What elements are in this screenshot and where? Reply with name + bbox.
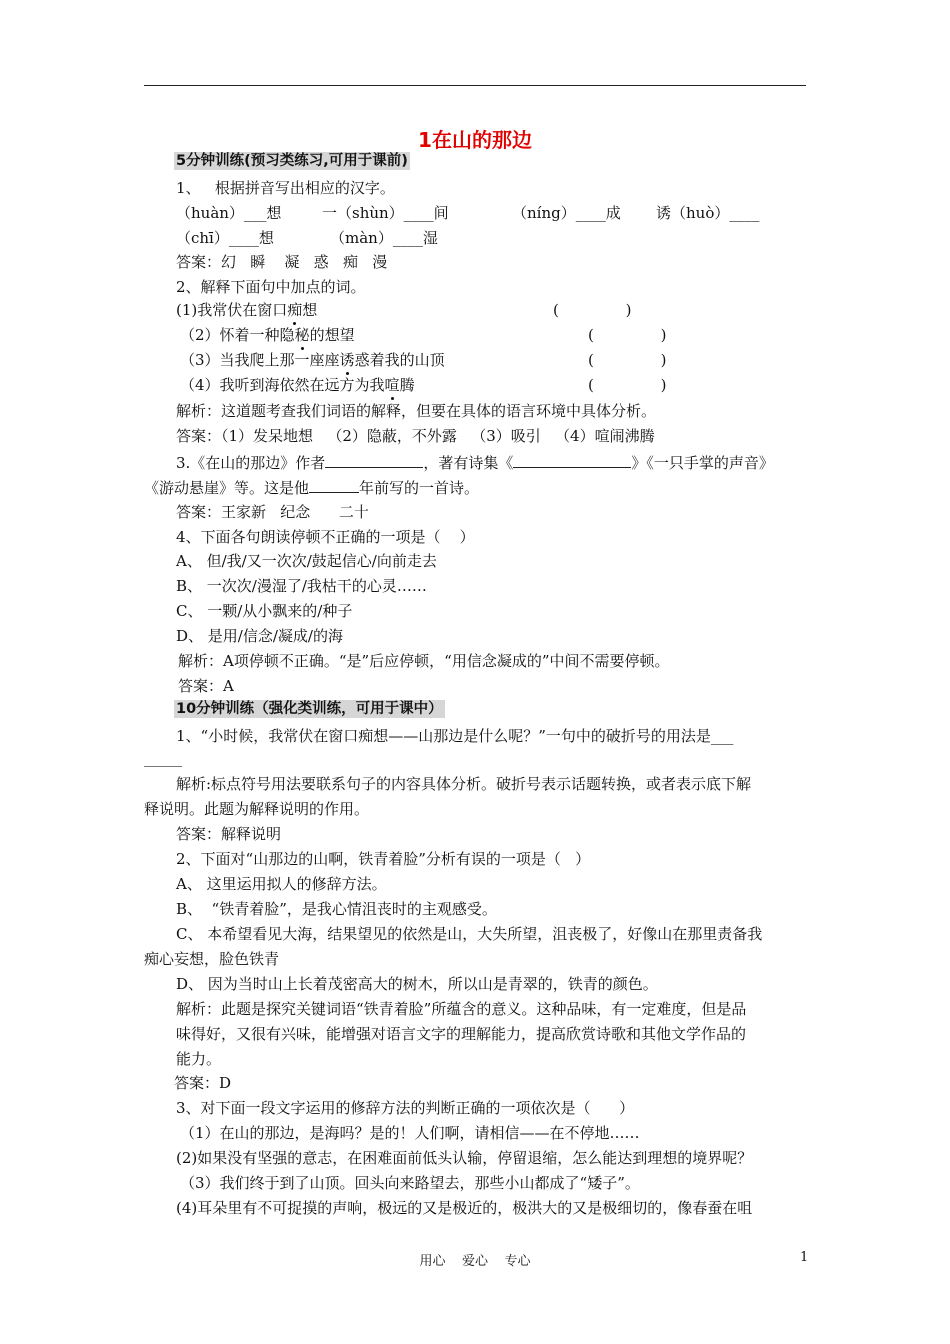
- q6-analysis-2: 味得好，又很有兴味，能增强对语言文字的理解能力，提高欣赏诗歌和其他文学作品的: [176, 1025, 747, 1043]
- question-5: 1、“小时候，我常伏在窗口痴想——山那边是什么呢？”一句中的破折号的用法是___: [176, 727, 734, 745]
- q4-analysis: 解析：A项停顿不正确。“是”后应停顿，“用信念凝成的”中间不需要停顿。: [178, 652, 670, 670]
- q1-pinyin-6: （màn）____湿: [330, 229, 438, 247]
- section-heading-5min: 5分钟训练(预习类练习,可用于课前): [176, 153, 408, 169]
- question-6: 2、下面对“山那边的山啊，铁青着脸”分析有误的一项是（ ）: [176, 850, 591, 868]
- q3-answer: 答案：王家新 纪念 二十: [176, 503, 369, 521]
- q2-blank-3: ( ): [588, 351, 667, 369]
- q5-answer: 答案：解释说明: [176, 825, 282, 843]
- q6-option-b: B、 “铁青着脸”，是我心情沮丧时的主观感受。: [176, 900, 497, 918]
- q4-option-b: B、 一次次/漫湿了/我枯干的心灵……: [176, 577, 427, 595]
- section-heading-10min: 10分钟训练（强化类训练，可用于课中）: [176, 701, 443, 717]
- q1-answer: 答案：幻 瞬 凝 惑 痴 漫: [176, 253, 388, 271]
- q2-blank-2: ( ): [588, 326, 667, 344]
- page-title: 1在山的那边: [418, 128, 532, 152]
- q6-option-c-1: C、 本希望看见大海，结果望见的依然是山，大失所望，沮丧极了，好像山在那里责备我: [176, 925, 763, 943]
- q6-analysis-3: 能力。: [176, 1050, 222, 1068]
- header-rule: [144, 85, 806, 86]
- q1-pinyin-1: （huàn）___想: [176, 204, 282, 222]
- q6-option-d: D、 因为当时山上长着茂密高大的树木，所以山是青翠的，铁青的颜色。: [176, 975, 658, 993]
- q6-option-a: A、 这里运用拟人的修辞方法。: [176, 875, 387, 893]
- q4-answer: 答案：A: [178, 677, 234, 695]
- q7-item-1: （1）在山的那边，是海吗？是的！人们啊，请相信——在不停地……: [180, 1124, 640, 1142]
- q7-item-3: （3）我们终于到了山顶。回头向来路望去，那些小山都成了“矮子”。: [180, 1174, 640, 1192]
- q2-item-4: （4）我听到海依然在远方为我喧腾: [180, 376, 415, 394]
- q5-analysis-1: 解析:标点符号用法要联系句子的内容具体分析。破折号表示话题转换，或者表示底下解: [176, 775, 752, 793]
- q6-analysis-1: 解析：此题是探究关键词语“铁青着脸”所蕴含的意义。这种品味，有一定难度，但是品: [176, 1000, 747, 1018]
- q7-item-4: (4)耳朵里有不可捉摸的声响，极远的又是极近的，极洪大的又是极细切的，像春蚕在咀: [176, 1199, 753, 1217]
- q2-blank-1: ( ): [553, 301, 632, 319]
- q4-option-c: C、 一颗/从小飘来的/种子: [176, 602, 353, 620]
- q1-pinyin-4: 诱（huò）____: [656, 204, 760, 222]
- question-3: 3.《在山的那边》作者 ，著有诗集《 》《一只手掌的声音》: [176, 454, 774, 472]
- q1-pinyin-5: （chī）____想: [176, 229, 274, 247]
- q5-analysis-2: 释说明。此题为解释说明的作用。: [144, 800, 370, 818]
- answer-blank-line: [144, 766, 182, 767]
- q1-pinyin-3: （níng）____成: [512, 204, 621, 222]
- page-number: 1: [800, 1250, 809, 1265]
- q4-option-a: A、 但/我/又一次次/鼓起信心/向前走去: [176, 552, 437, 570]
- q1-pinyin-2: 一（shùn）____间: [322, 204, 449, 222]
- q7-item-2: (2)如果没有坚强的意志，在困难面前低头认输，停留退缩，怎么能达到理想的境界呢？: [176, 1149, 753, 1167]
- question-2: 2、解释下面句中加点的词。: [176, 278, 366, 296]
- q6-option-c-2: 痴心妄想，脸色铁青: [144, 950, 280, 968]
- q2-analysis: 解析：这道题考查我们词语的解释，但要在具体的语言环境中具体分析。: [176, 402, 657, 420]
- question-1: 1、 根据拼音写出相应的汉字。: [176, 179, 395, 197]
- q2-item-3: （3）当我爬上那一座座诱惑着我的山顶: [180, 351, 445, 369]
- question-3-cont: 《游动悬崖》等。这是他 年前写的一首诗。: [144, 479, 480, 497]
- q2-item-1: (1)我常伏在窗口痴想: [176, 301, 318, 319]
- q2-answer: 答案：（1）发呆地想 （2）隐蔽，不外露 （3）吸引 （4）喧闹沸腾: [176, 427, 655, 445]
- q2-blank-4: ( ): [588, 376, 667, 394]
- q4-option-d: D、 是用/信念/凝成/的海: [176, 627, 343, 645]
- q2-item-2: （2）怀着一种隐秘的想望: [180, 326, 355, 344]
- page-footer: 用心 爱心 专心: [419, 1254, 531, 1269]
- question-7: 3、对下面一段文字运用的修辞方法的判断正确的一项依次是（ ）: [176, 1099, 635, 1117]
- question-4: 4、下面各句朗读停顿不正确的一项是（ ）: [176, 528, 475, 546]
- q6-answer: 答案：D: [174, 1074, 232, 1092]
